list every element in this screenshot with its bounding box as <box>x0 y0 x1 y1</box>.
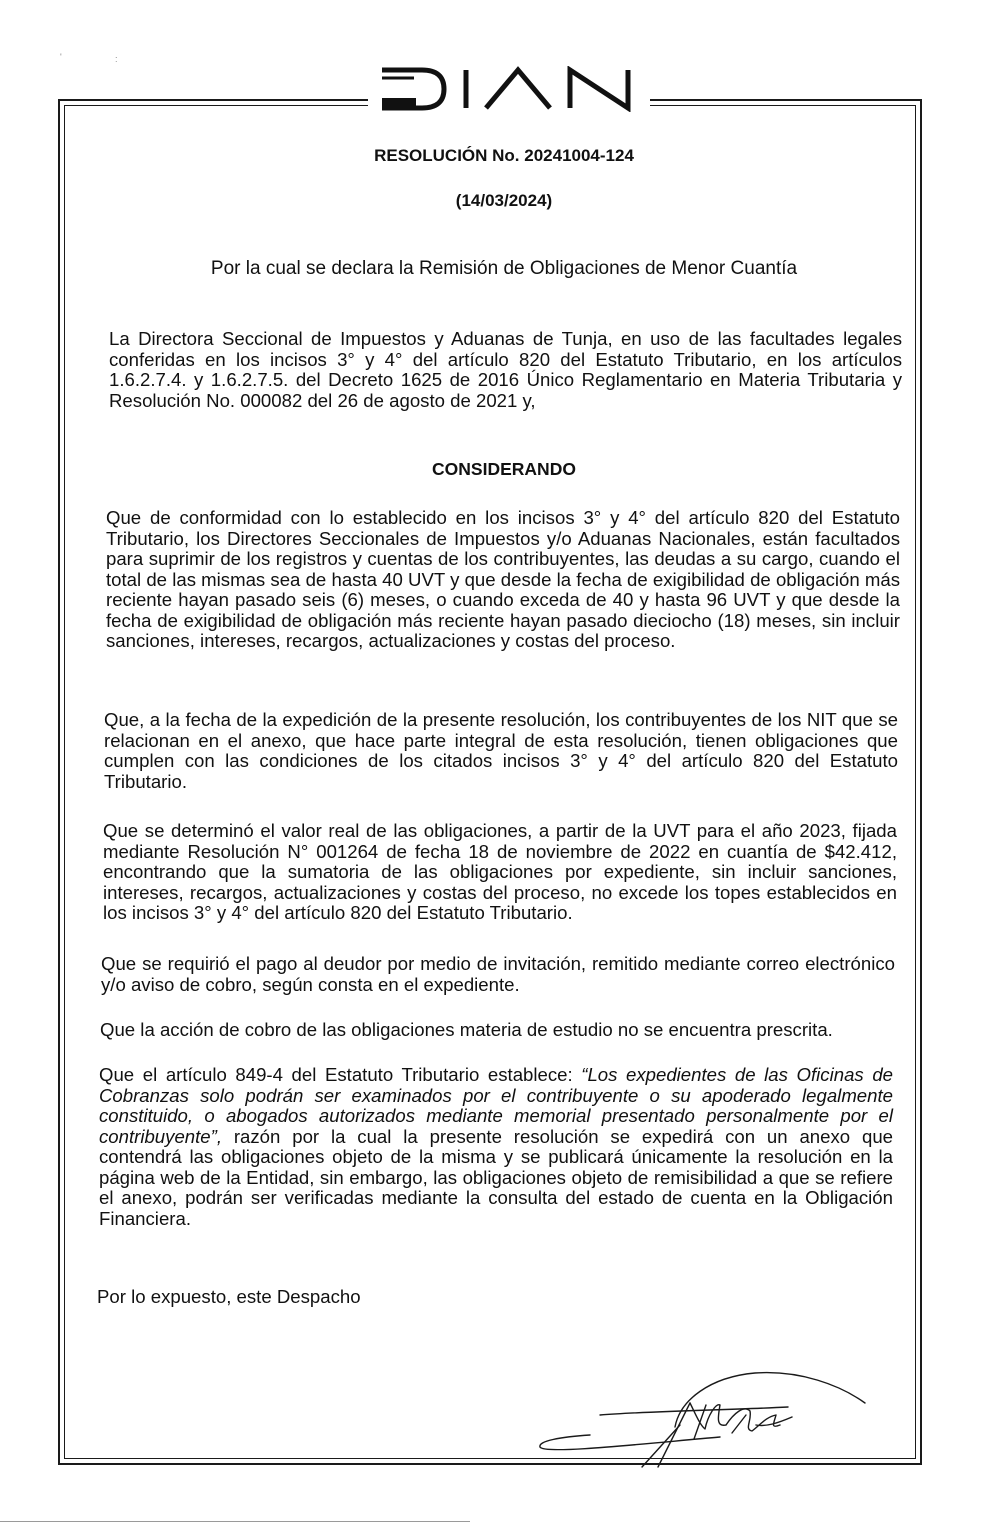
resolution-number: RESOLUCIÓN No. 20241004-124 <box>374 146 634 165</box>
considerando-heading: CONSIDERANDO <box>432 459 576 479</box>
dian-logo <box>378 66 640 112</box>
consideration-paragraph-4: Que se requirió el pago al deudor por medio de invitación, remitido mediante correo electrónico y/o aviso de cobro, según consta en el expediente. <box>101 953 895 995</box>
consideration-paragraph-5: Que la acción de cobro de las obligaciones materia de estudio no se encuentra prescrita. <box>100 1019 833 1040</box>
scan-speck: : <box>115 54 118 64</box>
paragraph-6-tail: razón por la cual la presente resolución se expedirá con un anexo que contendrá las obligaciones objeto de la misma y se publicará únicamente la resolución en la página web de la Entidad, sin embargo, las obligaciones objeto de remisibilidad a que se refiere el anexo, podrán ser verificadas mediante la consulta del estado de cuenta en la Obligación Financiera. <box>99 1125 893 1229</box>
resolution-subject: Por la cual se declara la Remisión de Obligaciones de Menor Cuantía <box>210 258 798 279</box>
handwritten-signature <box>530 1355 870 1475</box>
closing-text: Por lo expuesto, este Despacho <box>97 1286 361 1307</box>
intro-paragraph: La Directora Seccional de Impuestos y Aduanas de Tunja, en uso de las facultades legales conferidas en los incisos 3° y 4° del artículo 820 del Estatuto Tributario, en los artículos 1.6.2.7.4. y 1.6.2.7.5. del Decreto 1625 de 2016 Único Reglamentario en Materia Tributaria y Resolución No. 000082 del 26 de agosto de 2021 y, <box>109 328 902 411</box>
consideration-paragraph-6 <box>99 1065 893 1229</box>
scan-edge-line <box>0 1521 470 1522</box>
consideration-paragraph-2: Que, a la fecha de la expedición de la presente resolución, los contribuyentes de los NIT que se relacionan en el anexo, que hace parte integral de esta resolución, tienen obligaciones que cumplen con las condiciones de los citados incisos 3° y 4° del artículo 820 del Estatuto Tributario. <box>104 709 898 792</box>
paragraph-6-lead: Que el artículo 849-4 del Estatuto Tributario establece: <box>99 1064 582 1085</box>
scan-speck: ' <box>60 52 62 62</box>
consideration-paragraph-3: Que se determinó el valor real de las obligaciones, a partir de la UVT para el año 2023, fijada mediante Resolución N° 001264 de fecha 18 de noviembre de 2022 en cuantía de $42.412, encontrando que la sumatoria de las obligaciones por expediente, sin incluir sanciones, intereses, recargos, actualizaciones y costas del proceso, no excede los topes establecidos en los incisos 3° y 4° del artículo 820 del Estatuto Tributario. <box>103 820 897 923</box>
paragraph-6-quote: “Los expedientes de las Oficinas de Cobranzas solo podrán ser examinados por el contribuyente o su apoderado legalmente constituido, o abogados autorizados mediante memorial presentado personalmente por el contribuyente”, <box>99 1064 893 1147</box>
resolution-date: (14/03/2024) <box>455 191 553 210</box>
consideration-paragraph-1: Que de conformidad con lo establecido en los incisos 3° y 4° del artículo 820 del Estatuto Tributario, los Directores Seccionales de Impuestos y/o Aduanas Nacionales, están facultados para suprimir de los registros y cuentas de los contribuyentes, las deudas a su cargo, cuando el total de las mismas sea de hasta 40 UVT y que desde la fecha de exigibilidad de obligación más reciente hayan pasado seis (6) meses, o cuando exceda de 40 y hasta 96 UVT y que desde la fecha de exigibilidad de obligación más reciente hayan pasado dieciocho (18) meses, sin incluir sanciones, intereses, recargos, actualizaciones y costas del proceso. <box>106 507 900 651</box>
